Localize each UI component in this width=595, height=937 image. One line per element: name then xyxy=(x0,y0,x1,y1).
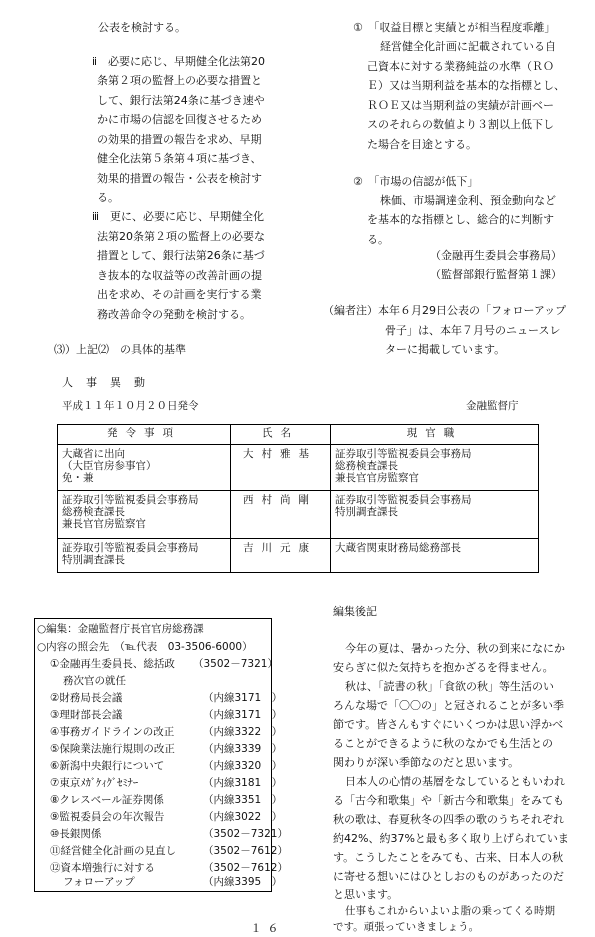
contact-item-ext: （内線3320 ） xyxy=(203,760,283,772)
table-row xyxy=(58,491,539,539)
contact-item-ext: （3502－7321） xyxy=(203,828,288,840)
left-top-line: 公表を検討する。 xyxy=(98,21,186,34)
name-cell: 吉川元康 xyxy=(231,539,331,573)
post-line: 総務検査課長 xyxy=(335,460,398,472)
post-line: 大蔵省関東財務局総務部長 xyxy=(335,542,461,554)
source-secretariat: （金融再生委員会事務局） xyxy=(430,249,562,262)
contact-box xyxy=(34,618,288,892)
contact-item-ext: （内線3395 ） xyxy=(203,876,283,888)
item-ii-line: して、銀行法第24条に基づき速や xyxy=(97,94,265,107)
afterword-line: 約42%、約37%と最も多く取り上げられていま xyxy=(333,832,569,845)
personnel-date: 平成１１年１０月２０日発令 xyxy=(62,400,199,412)
item-ii-line: 健全化法第５条第４項に基づき、 xyxy=(97,152,262,165)
contact-item-ext: （3502－7321） xyxy=(193,658,278,670)
item-ii-line: の効果的措置の報告を求め、早期 xyxy=(97,133,262,146)
table-header-row xyxy=(58,425,539,445)
contact-item-ext: （3502－7612） xyxy=(203,845,288,857)
right-item-1-line: た場合を目途とする。 xyxy=(367,138,477,151)
contact-item-ext: （内線3339 ） xyxy=(203,743,283,755)
contact-item-ext: （内線3181 ） xyxy=(203,777,283,789)
order-cell xyxy=(58,445,231,491)
contact-item-label: フォローアップ xyxy=(63,876,135,888)
contact-item-label: ⑫資本増強行に対する xyxy=(50,862,155,874)
afterword-line: 秋の歌は、春夏秋冬の四季の歌のうちそれぞれ xyxy=(333,813,564,826)
afterword-line: ろんな場で「〇〇の」と冠されることが多い季 xyxy=(333,699,564,712)
right-item-2-line: ② 「市場の信認が低下」 xyxy=(353,175,479,188)
right-item-1-line: 己資本に対する業務純益の水準（ＲＯ xyxy=(367,60,554,73)
contact-item-label: ⑨監視委員会の年次報告 xyxy=(50,811,165,823)
source-division: （監督部銀行監督第１課） xyxy=(430,268,562,281)
item-iii-line: 措置として、銀行法第26条に基づ xyxy=(97,249,265,262)
item-ii-line: かに市場の信認を回復させるため xyxy=(97,113,262,126)
afterword-title: 編集後記 xyxy=(333,605,377,618)
editor-note-line: （編者注）本年６月29日公表の「フォローアップ xyxy=(323,304,567,317)
afterword-line: 今年の夏は、暑かった分、秋の到来になにか xyxy=(345,642,565,655)
post-line: 証券取引等監視委員会事務局 xyxy=(335,494,472,506)
afterword-line: 日本人の心情の基層をなしているともいわれ xyxy=(345,775,565,788)
item-iii-line: 出を求め、その計画を実行する業 xyxy=(97,288,262,301)
order-line: 大蔵省に出向 xyxy=(62,448,125,460)
item-3-heading: ⑶）上記⑵ の具体的基準 xyxy=(54,343,186,356)
contact-item-ext: （内線3171 ） xyxy=(203,709,283,721)
contact-item-label: ①金融再生委員長、総括政 xyxy=(50,658,175,670)
item-iii-line: ⅲ 更に、必要に応じ、早期健全化 xyxy=(92,210,265,223)
editor-note-line: 骨子」は、本年７月号のニュースレ xyxy=(385,324,561,337)
contact-item-label: ⑧クレスベール証券関係 xyxy=(50,794,164,806)
page-number: １６ xyxy=(250,922,285,935)
contact-item-label: ②財務局長会議 xyxy=(50,692,123,704)
right-item-1-line: スのそれらの数値より３割以上低下し xyxy=(367,118,554,131)
contact-inquiry: ○内容の照会先 （℡代表 03-3506-6000） xyxy=(37,641,253,653)
post-line: 証券取引等監視委員会事務局 xyxy=(335,448,472,460)
table-row xyxy=(58,445,539,491)
item-ii-line: 条第２項の監督上の必要な措置と xyxy=(97,74,262,87)
item-ii-line: 効果的措置の報告・公表を検討す xyxy=(97,172,262,185)
order-line: 証券取引等監視委員会事務局 xyxy=(62,494,199,506)
post-cell xyxy=(331,491,539,539)
contact-item-label: 務次官の就任 xyxy=(63,675,126,687)
contact-editor: ○編集：金融監督庁長官官房総務課 xyxy=(37,623,204,635)
editor-note-line: ターに掲載しています。 xyxy=(385,343,506,356)
contact-item-label: ⑦東京ﾒｶﾞｹｨｸﾞｾﾐﾅｰ xyxy=(50,777,139,789)
order-line: 総務検査課長 xyxy=(62,506,125,518)
order-line: 免・兼 xyxy=(62,472,94,484)
right-item-1-line: 経営健全化計画に記載されている自 xyxy=(380,40,556,53)
order-line: 証券取引等監視委員会事務局 xyxy=(62,542,199,554)
order-line: （大臣官房参事官） xyxy=(62,460,157,472)
order-line: 兼長官官房監察官 xyxy=(62,518,146,530)
order-cell xyxy=(58,539,231,573)
header-name: 氏名 xyxy=(231,425,331,445)
right-item-1-line: ＲＯＥ又は当期利益の実績が計画ベー xyxy=(367,99,554,112)
post-cell xyxy=(331,445,539,491)
right-item-2-line: 株価、市場調達金利、預金動向など xyxy=(380,194,556,207)
item-iii-line: 務改善命令の発動を検討する。 xyxy=(97,308,251,321)
contact-item-label: ⑤保険業法施行規則の改正 xyxy=(50,743,175,755)
header-order: 発令事項 xyxy=(58,425,231,445)
personnel-table xyxy=(57,424,539,573)
afterword-line: 仕事もこれからいよいよ脂の乗ってくる時期 xyxy=(345,905,555,917)
personnel-agency: 金融監督庁 xyxy=(466,400,519,412)
right-item-1-line: ① 「収益目標と実績とが相当程度乖離」 xyxy=(353,21,556,34)
personnel-heading: 人 事 異 動 xyxy=(62,376,146,389)
order-line: 特別調査課長 xyxy=(62,554,125,566)
item-iii-line: き抜本的な収益等の改善計画の提 xyxy=(97,269,262,282)
contact-item-label: ③理財部長会議 xyxy=(50,709,123,721)
name-cell: 大村雅基 xyxy=(231,445,331,491)
afterword-line: 安らぎに似た気持ちを抱かざるを得ません。 xyxy=(333,661,554,674)
afterword-line: 関わりが深い季節なのだと思います。 xyxy=(333,756,520,769)
header-post: 現官職 xyxy=(331,425,539,445)
contact-item-ext: （3502－7612） xyxy=(203,862,288,874)
afterword-line: ることができるように秋のなかでも生活との xyxy=(333,737,553,750)
afterword-line: る「古今和歌集」や「新古今和歌集」をみても xyxy=(333,794,564,807)
item-ii-line: ⅱ 必要に応じ、早期健全化法第20 xyxy=(92,55,266,68)
order-cell xyxy=(58,491,231,539)
contact-item-label: ⑪経営健全化計画の見直し xyxy=(50,845,176,857)
item-iii-line: 法第20条第２項の監督上の必要な xyxy=(97,230,265,243)
contact-item-label: ④事務ガイドラインの改正 xyxy=(50,726,175,738)
contact-item-label: ⑥新潟中央銀行について xyxy=(50,760,165,772)
post-cell xyxy=(331,539,539,573)
right-item-2-line: を基本的な指標とし、総合的に判断す xyxy=(367,213,554,226)
contact-item-label: ⑩長銀関係 xyxy=(50,828,102,840)
name-cell: 西村尚剛 xyxy=(231,491,331,539)
right-item-1-line: Ｅ）又は当期利益を基本的な指標とし、 xyxy=(367,79,565,92)
table-row xyxy=(58,539,539,573)
post-line: 特別調査課長 xyxy=(335,506,398,518)
afterword-line: 秋は、「読書の秋」「食欲の秋」等生活のい xyxy=(345,680,554,693)
afterword-line: です。頑張っていきましょう。 xyxy=(333,921,480,933)
afterword-line: 節です。皆さんもすぐにいくつかは思い浮かべ xyxy=(333,718,564,731)
contact-item-ext: （内線3171 ） xyxy=(203,692,283,704)
contact-item-ext: （内線3351 ） xyxy=(203,794,283,806)
post-line: 兼長官官房監察官 xyxy=(335,472,419,484)
afterword-line: に寄せる想いにはひとしおのものがあったのだ xyxy=(333,870,564,883)
contact-item-ext: （内線3022 ） xyxy=(203,811,283,823)
contact-item-ext: （内線3322 ） xyxy=(203,726,283,738)
afterword-line: と思います。 xyxy=(333,888,399,901)
item-ii-line: る。 xyxy=(97,191,119,204)
afterword-line: す。こうしたことをみても、古来、日本人の秋 xyxy=(333,851,564,864)
right-item-2-line: る。 xyxy=(367,233,389,246)
